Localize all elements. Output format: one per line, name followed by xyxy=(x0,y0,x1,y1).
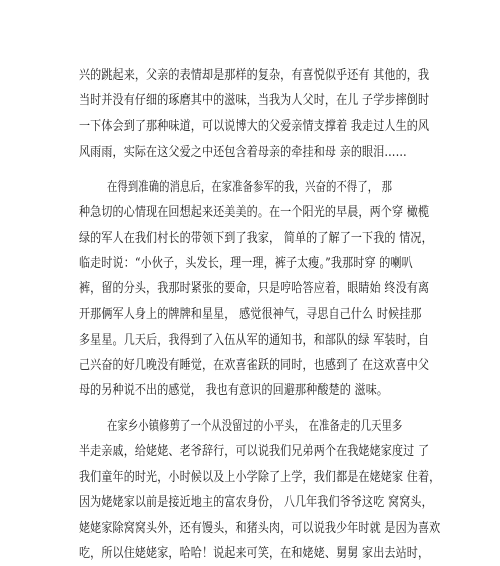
text-line: 裤，留的分头，我那时紧张的要命，只是哼哈答应着，眼睛始 终没有离 xyxy=(79,281,430,296)
text-line: 兴的跳起来，父亲的表情却是那样的复杂，有喜悦似乎还有 其他的，我 xyxy=(79,68,430,83)
text-line: 种急切的心情现在回想起来还美美的。在一个阳光的早晨，两个穿 橄榄 xyxy=(79,205,430,220)
text-line: 我们童年的时光，小时候以及上小学除了上学，我们都是在姥姥家 住着， xyxy=(79,470,441,485)
text-line: 半走亲戚，给姥姥、老爷辞行，可以说我们兄弟两个在我姥姥家度过 了 xyxy=(79,444,430,459)
text-line: 姥姥家除窝窝头外，还有馒头，和猪头肉，可以说我少年时就 是因为喜欢 xyxy=(79,521,441,536)
text-line: 因为姥姥家以前是接近地主的富农身份， 八几年我们爷爷这吃 窝窝头， xyxy=(79,495,433,510)
text-line: 开那俩军人身上的牌牌和星星， 感觉很神气，寻思自己什么 时候挂那 xyxy=(79,307,422,322)
text-line: 在家乡小镇修剪了一个从没留过的小平头， 在准备走的几天里多 xyxy=(107,419,403,434)
text-line: 母的另种说不出的感觉， 我也有意识的回避那种酸楚的 滋味。 xyxy=(79,383,389,398)
text-line: 绿的军人在我们村长的带领下到了我家， 简单的了解了一下我的 情况， xyxy=(79,231,433,246)
text-line: 吃，所以住姥姥家，哈哈！说起来可笑，在和姥姥、舅舅 家出去站时， xyxy=(79,546,430,561)
text-line: 己兴奋的好几晚没有睡觉，在欢喜雀跃的同时，也感到了 在这欢喜中父 xyxy=(79,358,430,373)
text-line: 当时并没有仔细的琢磨其中的滋味，当我为人父时，在儿 子学步摔倒时 xyxy=(79,93,430,108)
text-line: 一下体会到了那种味道，可以说博大的父爱亲情支撑着 我走过人生的风 xyxy=(79,119,430,134)
text-line: 临走时说：“小伙子，头发长，理一理，裤子太瘦。”我那时穿 的喇叭 xyxy=(79,256,413,271)
text-line: 风雨雨，实际在这父爱之中还包含着母亲的牵挂和母 亲的眼泪…… xyxy=(79,145,407,160)
text-line: 在得到准确的消息后，在家准备参军的我，兴奋的不得了， 那 xyxy=(107,180,393,195)
text-line: 多星星。几天后，我得到了入伍从军的通知书，和部队的绿 军装时，自 xyxy=(79,333,430,348)
